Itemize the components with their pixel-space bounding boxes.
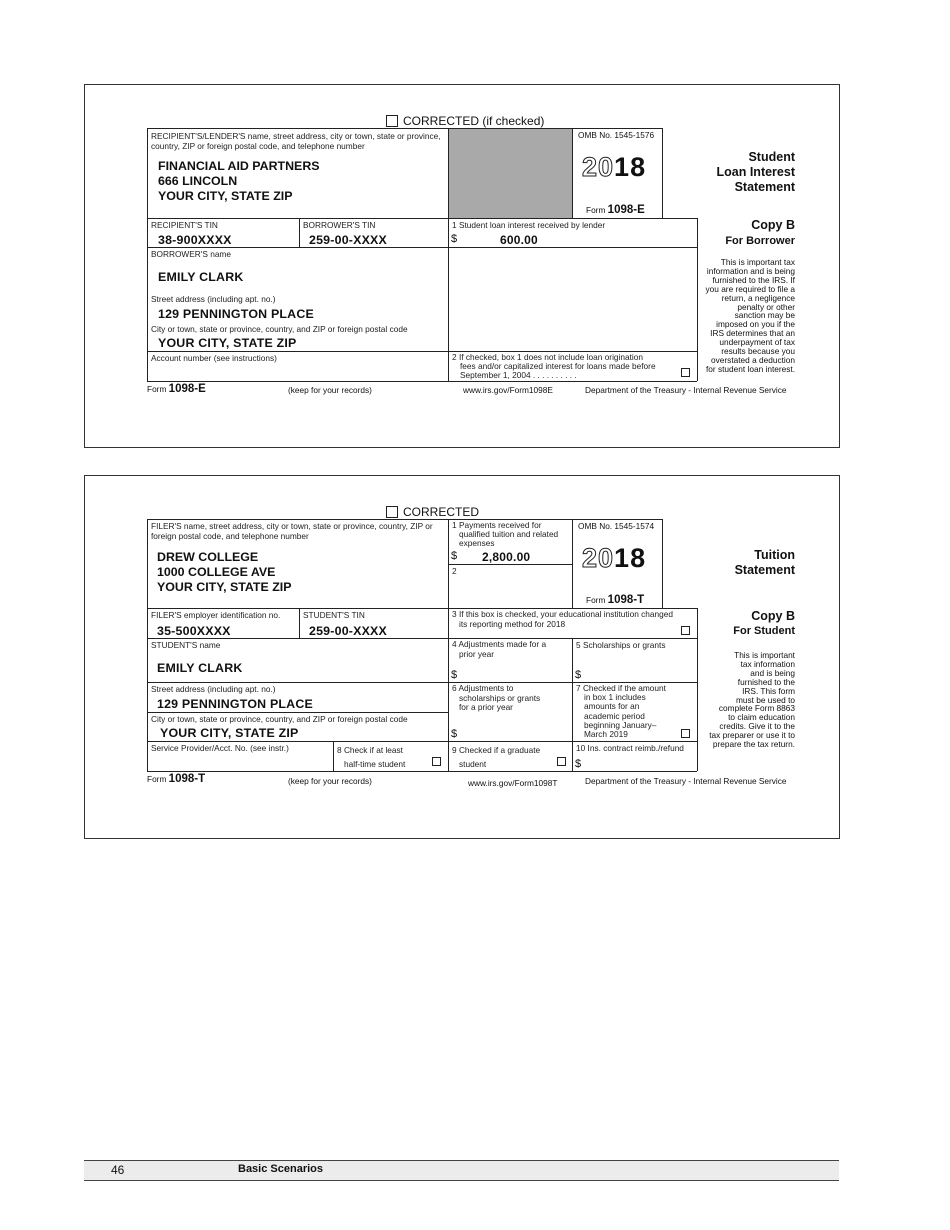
box3-checkbox[interactable] (681, 626, 690, 635)
side-notice: This is important tax information and is being furnished to the IRS. If you are required to file a return, a negligence penalty or other sanction may be imposed on you if the IRS determines that an underpayment of tax results because you overstated a deduction for student loan interest. (705, 257, 795, 374)
section-title: Basic Scenarios (238, 1163, 323, 1175)
borrower-name: EMILY CLARK (158, 270, 244, 284)
omb-number: OMB No. 1545-1574 (578, 521, 655, 531)
shaded-area (449, 129, 572, 218)
corrected-checkbox-1098t[interactable] (386, 505, 479, 519)
grid-line (147, 128, 148, 381)
box7-label: 7 Checked if the amount in box 1 includes amounts for an academic period beginning January– March 2019 (576, 683, 666, 740)
recipient-city: YOUR CITY, STATE ZIP (158, 189, 293, 203)
box9-checkbox[interactable] (557, 757, 566, 766)
tax-year: 2018 (582, 543, 647, 573)
street-label: Street address (including apt. no.) (151, 294, 276, 304)
recipient-name: FINANCIAL AID PARTNERS (158, 159, 320, 173)
box1-dollar: $ (451, 550, 458, 562)
side-notice: This is important tax information and is being furnished to the IRS. This form must be used to complete Form 8863 to claim education credits. Give it to the tax preparer or use it to prepare the tax return. (709, 650, 795, 750)
box1-label: 1 Student loan interest received by lender (452, 220, 606, 230)
filer-ein-label: FILER'S employer identification no. (151, 610, 281, 620)
grid-line (147, 519, 662, 520)
filer-street: 1000 COLLEGE AVE (157, 565, 276, 579)
footer-keep: (keep for your records) (288, 776, 372, 786)
grid-line (147, 638, 697, 639)
footer-keep: (keep for your records) (288, 385, 372, 395)
grid-line (662, 128, 663, 218)
box3-label: 3 If this box is checked, your educational institution changed its reporting method for 2018 (452, 609, 673, 629)
grid-line (147, 128, 662, 129)
filer-name: DREW COLLEGE (157, 550, 259, 564)
filer-ein: 35-500XXXX (157, 624, 231, 638)
grid-line (697, 608, 698, 771)
box5-dollar: $ (575, 669, 582, 681)
grid-line (448, 564, 572, 565)
borrower-name-label: BORROWER'S name (151, 249, 231, 259)
recipient-label: RECIPIENT'S/LENDER'S name, street address, city or town, state or province, country, ZIP or foreign postal code, and telephone number (151, 131, 441, 151)
page-number: 46 (111, 1163, 125, 1177)
footer-form: Form 1098-T (147, 773, 206, 785)
grid-line (572, 128, 573, 218)
copy-for: For Student (733, 625, 795, 637)
recipient-street: 666 LINCOLN (158, 174, 238, 188)
box4-dollar: $ (451, 669, 458, 681)
recipient-tin-label: RECIPIENT'S TIN (151, 220, 218, 230)
footer-url: www.irs.gov/Form1098E (463, 385, 553, 395)
copy-b: Copy B (751, 218, 795, 232)
corrected-box[interactable] (386, 506, 398, 518)
street-label: Street address (including apt. no.) (151, 684, 276, 694)
grid-line (147, 218, 697, 219)
grid-line (333, 741, 334, 771)
box8-checkbox[interactable] (432, 757, 441, 766)
copy-for: For Borrower (725, 235, 795, 247)
grid-line (299, 608, 300, 638)
grid-line (448, 519, 449, 771)
filer-label: FILER'S name, street address, city or town, state or province, country, ZIP or foreign postal code, and telephone number (151, 521, 433, 541)
filer-city: YOUR CITY, STATE ZIP (157, 580, 292, 594)
box6-dollar: $ (451, 728, 458, 740)
corrected-label: CORRECTED (403, 505, 480, 519)
form-title: Tuition Statement (734, 548, 795, 577)
corrected-label: CORRECTED (if checked) (403, 114, 545, 128)
grid-line (572, 519, 573, 608)
box2-label: 2 (452, 566, 457, 576)
city-value: YOUR CITY, STATE ZIP (158, 336, 297, 350)
city-label: City or town, state or province, country, and ZIP or foreign postal code (151, 714, 408, 724)
footer-form: Form 1098-E (147, 383, 206, 395)
footer-dept: Department of the Treasury - Internal Revenue Service (585, 385, 787, 395)
grid-line (147, 247, 697, 248)
street-value: 129 PENNINGTON PLACE (158, 307, 314, 321)
corrected-box[interactable] (386, 115, 398, 127)
grid-line (147, 712, 448, 713)
grid-line (147, 741, 697, 742)
form-number: Form 1098-E (586, 204, 645, 216)
student-tin: 259-00-XXXX (309, 624, 387, 638)
box2-checkbox[interactable] (681, 368, 690, 377)
recipient-tin: 38-900XXXX (158, 233, 232, 247)
grid-line (662, 519, 663, 608)
grid-line (147, 519, 148, 771)
form-title: Student Loan Interest Statement (716, 150, 795, 194)
student-tin-label: STUDENT'S TIN (303, 610, 365, 620)
copy-b: Copy B (751, 609, 795, 623)
grid-line (299, 218, 300, 247)
grid-line (147, 771, 697, 772)
box8-label: 8 Check if at least half-time student (337, 745, 406, 769)
box1-label: 1 Payments received for qualified tuition and related expenses (452, 520, 559, 548)
box10-label: 10 Ins. contract reimb./refund (576, 743, 684, 753)
account-label: Account number (see instructions) (151, 353, 277, 363)
omb-number: OMB No. 1545-1576 (578, 130, 655, 140)
box10-dollar: $ (575, 758, 582, 770)
borrower-tin-label: BORROWER'S TIN (303, 220, 376, 230)
box5-label: 5 Scholarships or grants (576, 640, 666, 650)
footer-dept: Department of the Treasury - Internal Revenue Service (585, 776, 787, 786)
page-footer (84, 1160, 839, 1181)
student-name: EMILY CLARK (157, 661, 243, 675)
box7-checkbox[interactable] (681, 729, 690, 738)
borrower-tin: 259-00-XXXX (309, 233, 387, 247)
corrected-checkbox-1098e[interactable] (386, 114, 544, 128)
box1-amount: 2,800.00 (482, 550, 531, 564)
box2-label: 2 If checked, box 1 does not include loan origination fees and/or capitalized interest for loans made before September 1, 2004 . . . . . . . . . . (452, 352, 656, 381)
grid-line (697, 218, 698, 381)
footer-url: www.irs.gov/Form1098T (468, 778, 558, 788)
city-value: YOUR CITY, STATE ZIP (160, 726, 299, 740)
service-provider-label: Service Provider/Acct. No. (see instr.) (151, 743, 289, 753)
form-number: Form 1098-T (586, 594, 645, 606)
student-name-label: STUDENT'S name (151, 640, 221, 650)
city-label: City or town, state or province, country, and ZIP or foreign postal code (151, 324, 408, 334)
tax-year: 2018 (582, 152, 647, 182)
box4-label: 4 Adjustments made for a prior year (452, 639, 547, 659)
box1-amount: 600.00 (500, 233, 538, 247)
box9-label: 9 Checked if a graduate student (452, 745, 541, 769)
grid-line (572, 638, 573, 771)
box6-label: 6 Adjustments to scholarships or grants for a prior year (452, 683, 541, 712)
street-value: 129 PENNINGTON PLACE (157, 697, 313, 711)
grid-line (147, 381, 697, 382)
box1-dollar: $ (451, 233, 458, 245)
